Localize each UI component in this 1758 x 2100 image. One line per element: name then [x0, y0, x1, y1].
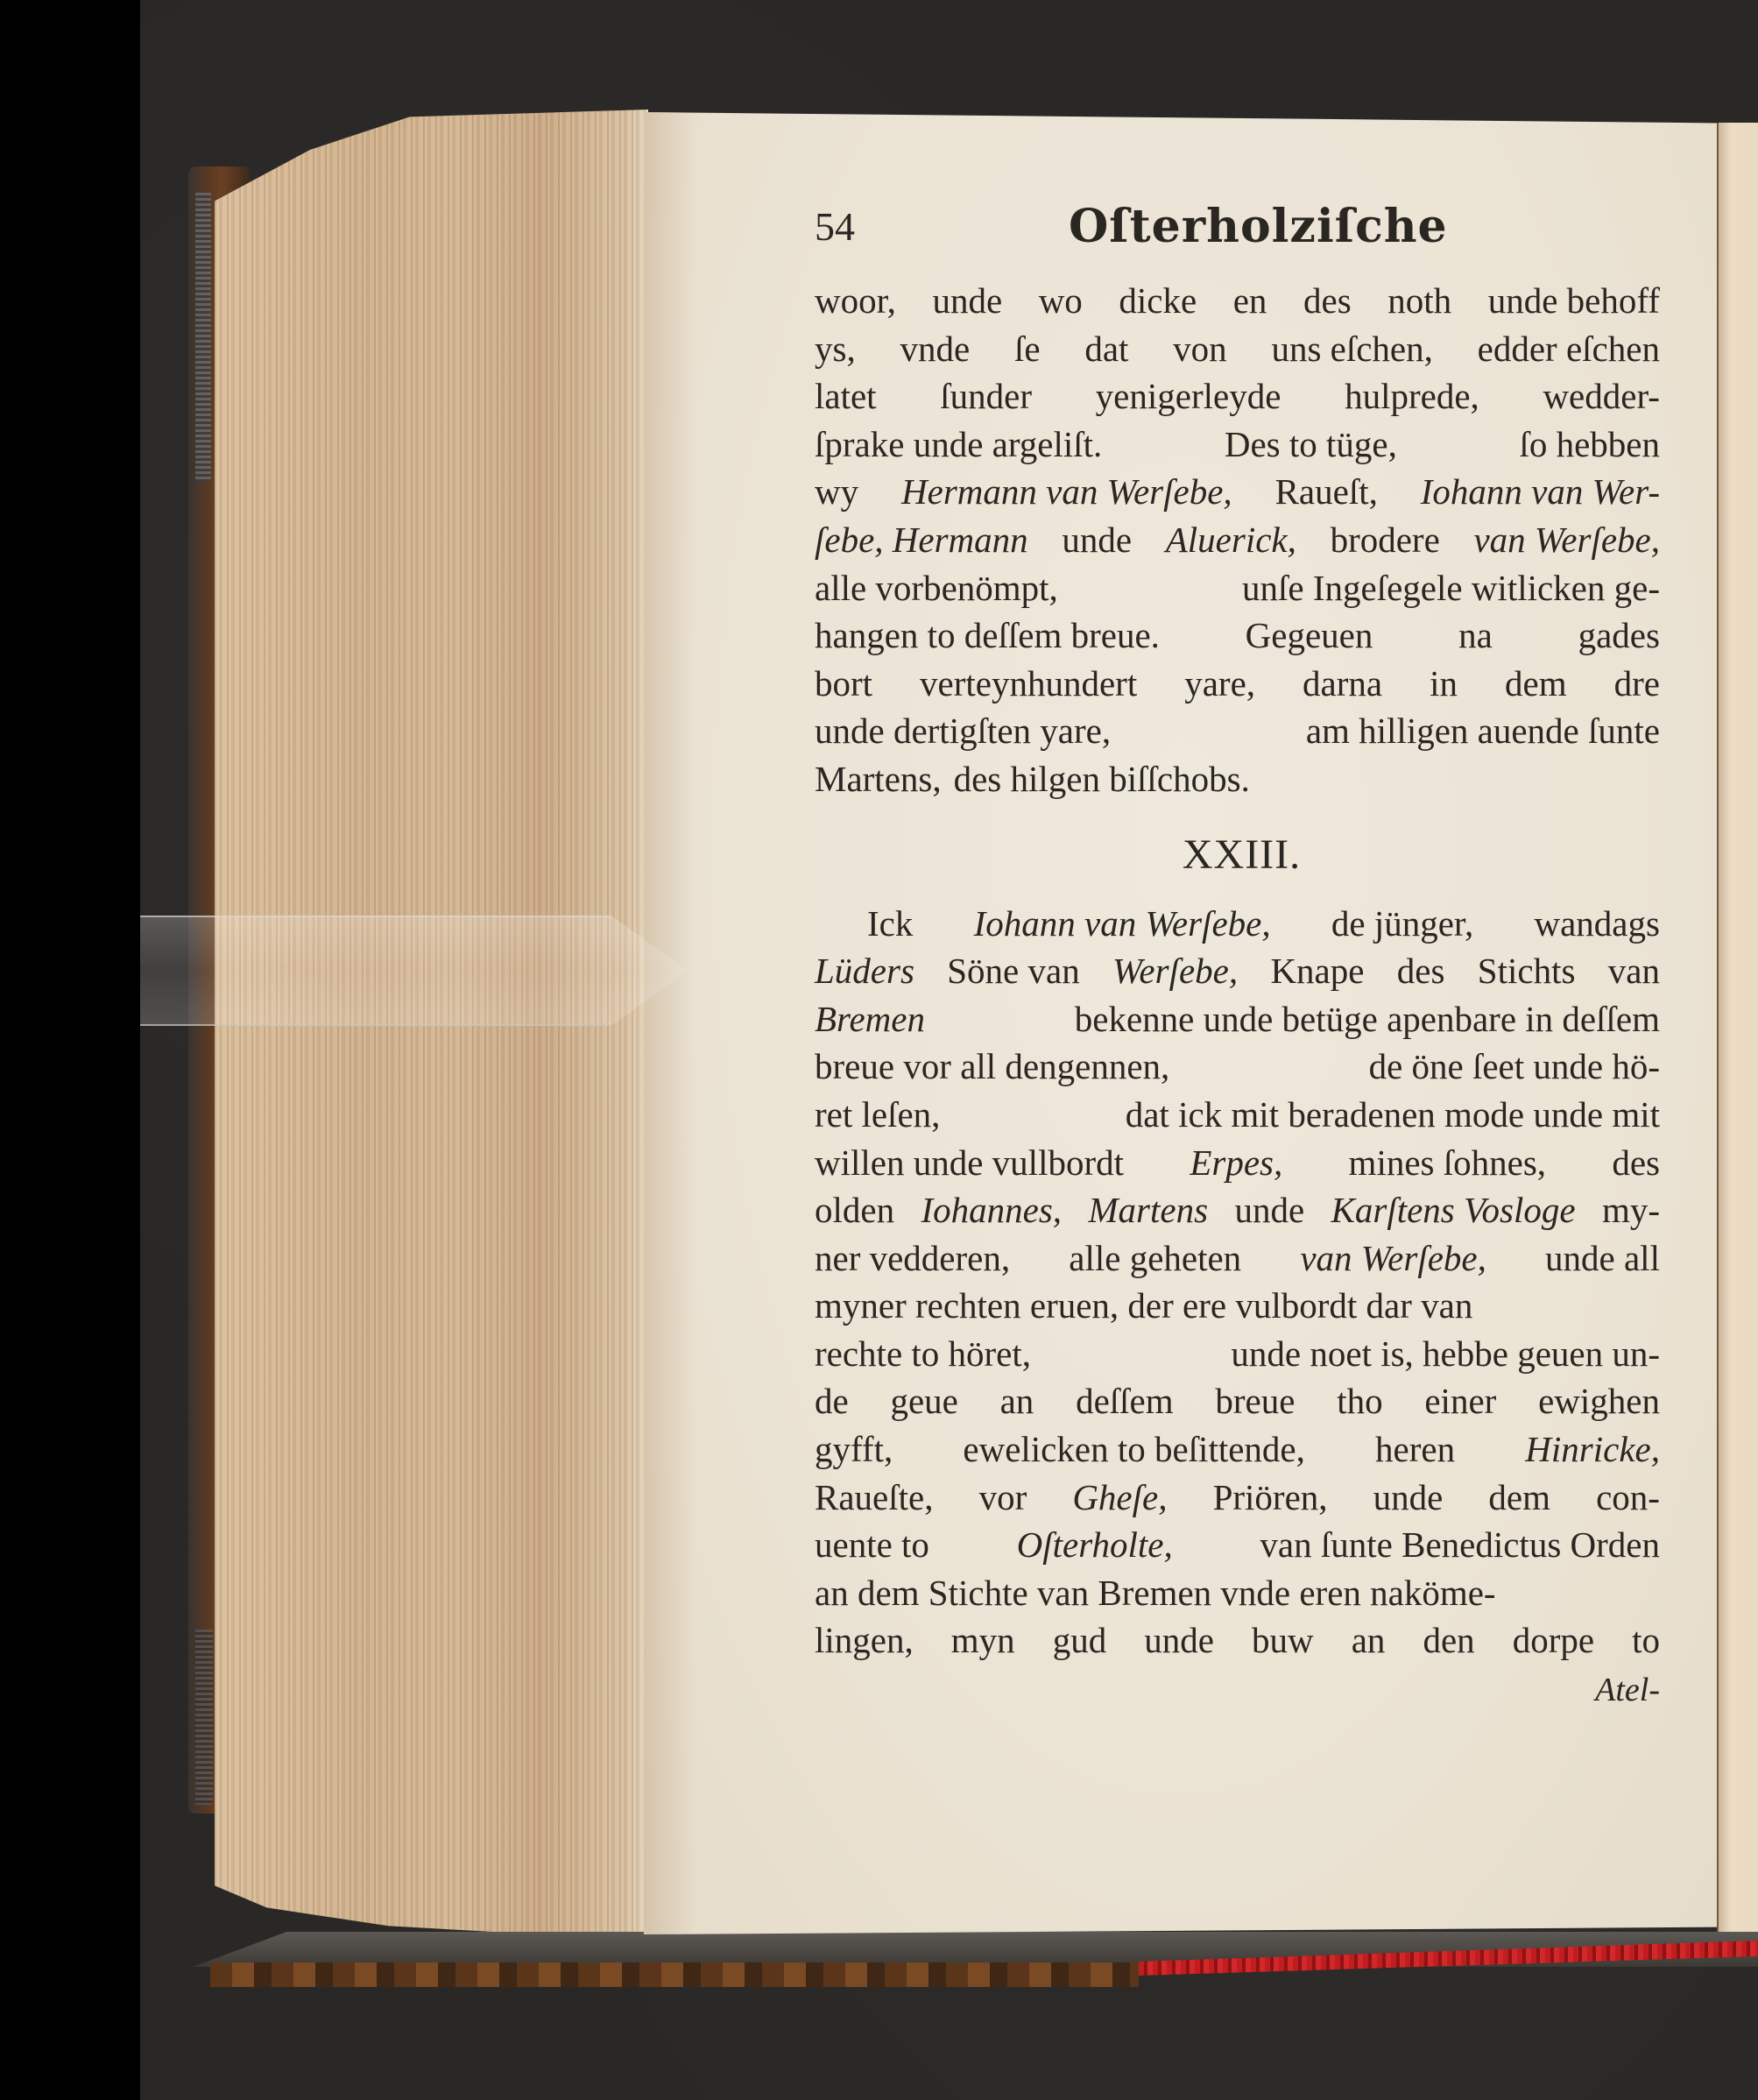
text-line — [815, 1521, 1660, 1569]
word: woor, — [815, 280, 896, 321]
paragraph-1 — [815, 277, 1660, 803]
word: bekenne unde betüge apenbare in deſſem — [1074, 998, 1660, 1039]
word: olden — [815, 1190, 895, 1231]
word: Des to tüge, — [1224, 423, 1397, 464]
italic-name: Lüders — [815, 951, 914, 992]
italic-name: van Werſebe, — [1300, 1237, 1486, 1278]
word: an — [1351, 1620, 1386, 1661]
text-line — [815, 1569, 1660, 1617]
word: ſe — [1013, 328, 1041, 369]
italic-name: Gheſe, — [1072, 1476, 1168, 1517]
word: ner vedderen, — [815, 1237, 1011, 1278]
text-line — [815, 1474, 1660, 1522]
word: na — [1458, 615, 1493, 656]
word: dicke — [1119, 280, 1197, 321]
italic-name: Martens — [1088, 1190, 1209, 1231]
page-text-block — [815, 200, 1660, 1714]
transparent-bookmark — [140, 916, 688, 1026]
text-line — [815, 995, 1660, 1043]
text-line — [815, 1186, 1660, 1234]
italic-name: Karſtens Vosloge — [1331, 1190, 1576, 1231]
word: geue — [890, 1381, 958, 1422]
text-line — [815, 1043, 1660, 1091]
word: alle geheten — [1069, 1237, 1242, 1278]
word: my- — [1601, 1190, 1660, 1231]
word: tho — [1337, 1381, 1383, 1422]
word: latet — [815, 376, 877, 417]
word: gud — [1052, 1620, 1107, 1661]
word: dat — [1084, 328, 1129, 369]
italic-name: Werſebe, — [1112, 951, 1239, 992]
word: den — [1423, 1620, 1475, 1661]
italic-name: Erpes, — [1190, 1142, 1283, 1183]
italic-name: Oſterholte, — [1016, 1524, 1173, 1566]
word: dorpe — [1512, 1620, 1595, 1661]
word: buw — [1252, 1620, 1314, 1661]
running-head-title: Oſterholziſche — [1069, 200, 1448, 253]
word: dat ick mit beradenen mode unde mit — [1125, 1093, 1660, 1135]
word: unde all — [1545, 1237, 1660, 1278]
italic-name: Aluerick, — [1165, 519, 1296, 560]
word: wo — [1038, 280, 1083, 321]
word: alle vorbenömpt, — [815, 567, 1058, 608]
word: van — [1607, 951, 1660, 992]
text-line — [815, 1282, 1660, 1330]
word: edder eſchen — [1477, 328, 1660, 369]
text-line — [815, 660, 1660, 708]
word: vnde — [900, 328, 971, 369]
word: unſe Ingeſegele witlicken ge- — [1242, 567, 1660, 608]
text-line — [815, 516, 1660, 564]
word: unde dertigſten yare, — [815, 711, 1112, 752]
word: yenigerleyde — [1095, 376, 1281, 417]
text-line — [815, 1616, 1660, 1665]
text-line — [815, 1139, 1660, 1187]
text-line — [815, 1330, 1660, 1378]
word: darna — [1303, 662, 1383, 704]
italic-name: Iohann van Wer- — [1420, 471, 1660, 513]
word: rechte to höret, — [815, 1333, 1032, 1374]
word: unde noet is, hebbe geuen un- — [1231, 1333, 1660, 1374]
word: Knape — [1270, 951, 1365, 992]
word: unde — [1062, 519, 1133, 560]
section-heading: XXIII. — [1182, 831, 1302, 878]
word: unde behoff — [1487, 280, 1660, 321]
word: wedder- — [1543, 376, 1660, 417]
text-line — [815, 1425, 1660, 1474]
word: Martens, — [815, 758, 942, 799]
word: Raueſt, — [1274, 471, 1378, 513]
word: unde — [1144, 1620, 1214, 1661]
italic-name: ſebe, Hermann — [815, 519, 1028, 560]
word: ſunder — [940, 376, 1032, 417]
word: verteynhundert — [920, 662, 1138, 704]
word: Ick — [867, 902, 914, 944]
text-line — [815, 564, 1660, 612]
text-line — [815, 900, 1660, 948]
word: de öne ſeet unde hö- — [1368, 1046, 1660, 1087]
word: ſo hebben — [1519, 423, 1660, 464]
word: vor — [978, 1476, 1027, 1517]
word: ret leſen, — [815, 1093, 941, 1135]
word: Priören, — [1212, 1476, 1328, 1517]
word: des — [1303, 280, 1352, 321]
word: noth — [1387, 280, 1452, 321]
word: gades — [1578, 615, 1660, 656]
word: myn — [950, 1620, 1015, 1661]
word: ys, — [815, 328, 856, 369]
italic-name: Bremen — [815, 998, 925, 1039]
italic-name: Hinricke, — [1525, 1429, 1660, 1470]
word: Stichts — [1477, 951, 1576, 992]
text-line — [815, 612, 1660, 660]
word: bort — [815, 662, 873, 704]
text-line — [815, 1377, 1660, 1425]
word: ewighen — [1538, 1381, 1660, 1422]
word: in — [1430, 662, 1458, 704]
word: ſprake unde argeliſt. — [815, 423, 1103, 464]
word: myner rechten eruen, der ere vulbordt dar van — [815, 1285, 1473, 1326]
word: gyfft, — [815, 1429, 893, 1470]
paragraph-2 — [815, 900, 1660, 1665]
word: yare, — [1184, 662, 1256, 704]
word: en — [1232, 280, 1267, 321]
word: Raueſte, — [815, 1476, 934, 1517]
word: von — [1173, 328, 1227, 369]
word: con- — [1596, 1476, 1660, 1517]
catchword: Atel- — [1595, 1672, 1660, 1709]
word: Söne van — [947, 951, 1080, 992]
word: mines ſohnes, — [1348, 1142, 1547, 1183]
word: lingen, — [815, 1620, 914, 1661]
text-line — [815, 468, 1660, 516]
word: des — [1612, 1142, 1660, 1183]
word: wy — [815, 471, 859, 513]
word: des — [1396, 951, 1445, 992]
word: an — [999, 1381, 1034, 1422]
text-line — [815, 277, 1660, 325]
word: uns eſchen, — [1271, 328, 1433, 369]
text-line — [815, 1091, 1660, 1139]
text-line — [815, 947, 1660, 995]
word: de jünger, — [1331, 902, 1474, 944]
word: van ſunte Benedictus Orden — [1260, 1524, 1660, 1566]
word: unde — [932, 280, 1003, 321]
word: ewelicken to beſittende, — [963, 1429, 1305, 1470]
word: Gegeuen — [1245, 615, 1373, 656]
text-line — [815, 755, 1660, 803]
word: heren — [1375, 1429, 1456, 1470]
word: deſſem — [1076, 1381, 1174, 1422]
word: unde — [1234, 1190, 1305, 1231]
word: hulprede, — [1345, 376, 1479, 417]
text-line — [815, 707, 1660, 755]
running-head — [815, 200, 1660, 252]
word: dre — [1613, 662, 1660, 704]
page-number: 54 — [815, 204, 855, 249]
text-line — [815, 1234, 1660, 1283]
word: wandags — [1534, 902, 1660, 944]
word: breue vor all dengennen, — [815, 1046, 1170, 1087]
word: to — [1632, 1620, 1660, 1661]
word: brodere — [1330, 519, 1440, 560]
word: dem — [1488, 1476, 1551, 1517]
word: einer — [1424, 1381, 1497, 1422]
word: breue — [1215, 1381, 1296, 1422]
word: an dem Stichte van Bremen vnde eren naköme- — [815, 1572, 1496, 1613]
text-line — [815, 372, 1660, 421]
leather-bottom-edge — [210, 1962, 1139, 1987]
italic-name: Hermann van Werſebe, — [901, 471, 1232, 513]
word: hangen to deſſem breue. — [815, 615, 1160, 656]
word: de — [815, 1381, 849, 1422]
next-leaf-edge — [1717, 123, 1758, 1936]
word: dem — [1505, 662, 1567, 704]
italic-name: Iohann van Werſebe, — [973, 902, 1271, 944]
word: des hilgen biſſchobs. — [953, 758, 1250, 799]
italic-name: Iohannes, — [921, 1190, 1063, 1231]
text-line — [815, 421, 1660, 469]
word: willen unde vullbordt — [815, 1142, 1125, 1183]
text-line — [815, 325, 1660, 373]
word: am hilligen auende ſunte — [1305, 711, 1660, 752]
word: uente to — [815, 1524, 929, 1566]
word: unde — [1373, 1476, 1444, 1517]
italic-name: van Werſebe, — [1473, 519, 1660, 560]
